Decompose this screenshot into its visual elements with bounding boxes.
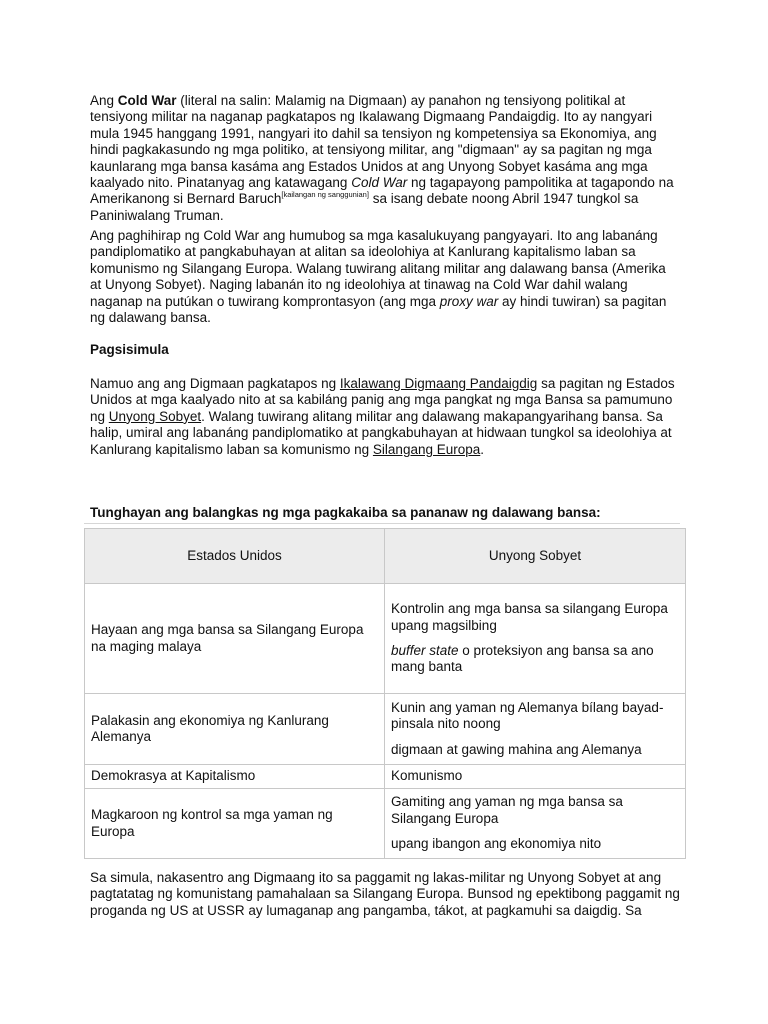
table-cell-right: [385, 694, 686, 765]
cell-text: Demokrasya at Kapitalismo: [91, 768, 256, 784]
text-run: sa pagitan ng Estados Unidos at mga kaalyado nito at sa kabiláng panig ang mga pangkat ng mga Bansa sa pamumuno ng: [90, 376, 675, 424]
heading-divider: [84, 523, 680, 524]
cell-text: digmaan at gawing mahina ang Alemanya: [391, 741, 642, 757]
table-row: [85, 765, 686, 789]
text-run: ay hindi tuwiran) sa pagitan ng dalawang bansa.: [90, 293, 667, 326]
table-cell-left: [85, 765, 385, 789]
buffer-state-italic: buffer state: [391, 643, 459, 658]
table-cell-left: [85, 694, 385, 765]
table-cell-right: [385, 584, 686, 694]
cell-text: Kontrolin ang mga bansa sa silangang Europa upang magsilbing: [391, 601, 668, 633]
link-unyong-sobyet[interactable]: Unyong Sobyet: [108, 408, 202, 424]
link-ikalawang-digmaang-pandaigdig[interactable]: Ikalawang Digmaang Pandaigdig: [339, 376, 538, 391]
cell-text: upang ibangon ang ekonomiya nito: [391, 836, 602, 852]
text-run: sa isang debate noong Abril 1947 tungkol sa Paniniwalang Truman.: [90, 191, 639, 223]
section-heading: Pagsisimula: [90, 342, 169, 357]
cell-text: Gamiting ang yaman ng mga bansa sa Silangang Europa: [391, 794, 623, 826]
cold-war-term: Cold War: [117, 93, 177, 108]
text-run: .: [480, 441, 485, 457]
comparison-heading: Tunghayan ang balangkas ng mga pagkakaiba sa pananaw ng dalawang bansa:: [90, 505, 601, 520]
intro-paragraph-2: [90, 228, 680, 326]
table-row: [85, 789, 686, 859]
table-cell-left: [85, 584, 385, 694]
table-header-row: [85, 529, 686, 584]
text-run: Ang paghihirap ng Cold War ang humubog sa mga kasalukuyang pangyayari. Ito ang labanáng pandiplomatiko at pangkabuhayan at alitan sa ideolohiya at Kanlurang kapitalismo laban sa komunismo ng Silangang Europa. Walang tuwirang alitang militar ang dalawang bansa (Amerika at Unyong Sobyet). Naging labanán ito ng ideolohiya at tinawag na Cold War dahil walang naganap na putúkan o tuwirang komprontasyon (ang mga: [90, 228, 666, 309]
proxy-war-italic: proxy war: [439, 293, 499, 309]
text-run: . Walang tuwirang alitang militar ang dalawang makapangyarihang bansa. Sa halip, umiral ang labanáng pandiplomatiko at pangkabuhayan at hidwaan tungkol sa ideolohiya at Kanlurang kapitalismo laban sa komunismo ng: [90, 408, 672, 457]
table-row: [85, 694, 686, 765]
table-cell-right: [385, 789, 686, 859]
citation-needed-note[interactable]: [kailangan ng sanggunian]: [281, 190, 369, 200]
table-row: [85, 584, 686, 694]
header-estados-unidos: Estados Unidos: [85, 529, 385, 584]
section-paragraph: [90, 376, 680, 458]
cell-text: Kunin ang yaman ng Alemanya bílang bayad-pinsala nito noong: [391, 699, 664, 732]
cell-text: Hayaan ang mga bansa sa Silangang Europa na maging malaya: [91, 622, 364, 654]
text-run: (literal na salin: Malamig na Digmaan) ay panahon ng tensiyong politikal at tensiyong militar na naganap pagkatapos ng Ikalawang Digmaang Pandaigdig. Ito ay nangyari mula 1945 hanggang 1991, nangyari ito dahil sa tensiyon ng kompetensiya sa Ekonomiya, ang hindi pagkakasundo ng mga politiko, at tensiyong militar, ang "digmaan" ay sa pagitan ng mga kaunlarang mga bansa kasáma ang Estados Unidos at ang Unyong Sobyet kasáma ang mga kaalyado nito. Pinatanyag ang katawagang: [90, 93, 657, 191]
closing-paragraph: Sa simula, nakasentro ang Digmaang ito sa paggamit ng lakas-militar ng Unyong Sobyet at ang pagtatatag ng komunistang pamahalaan sa Silangang Europa. Bunsod ng epektibong paggamit ng proganda ng US at USSR ay lumaganap ang pangamba, tákot, at pagkamuhi sa daigdig. Sa: [90, 870, 680, 918]
intro-paragraph-1: [90, 93, 680, 224]
cell-text: Komunismo: [391, 768, 463, 784]
cell-text: [391, 643, 679, 676]
link-silangang-europa[interactable]: Silangang Europa: [372, 441, 481, 457]
cell-text: Palakasin ang ekonomiya ng Kanlurang Alemanya: [91, 712, 329, 744]
comparison-table: [84, 528, 686, 859]
cold-war-italic: Cold War: [351, 175, 408, 191]
table-cell-left: [85, 789, 385, 859]
text-run: Ang: [90, 93, 118, 108]
table-cell-right: [385, 765, 686, 789]
cell-text: Magkaroon ng kontrol sa mga yaman ng Europa: [91, 807, 333, 839]
header-unyong-sobyet: Unyong Sobyet: [385, 529, 686, 584]
text-run: Namuo ang ang Digmaan pagkatapos ng: [90, 376, 340, 391]
text-run: o proteksiyon ang bansa sa ano mang banta: [391, 643, 654, 675]
text-run: ng tagapayong pampolitika at tagapondo na Amerikanong si Bernard Baruch: [90, 175, 674, 207]
